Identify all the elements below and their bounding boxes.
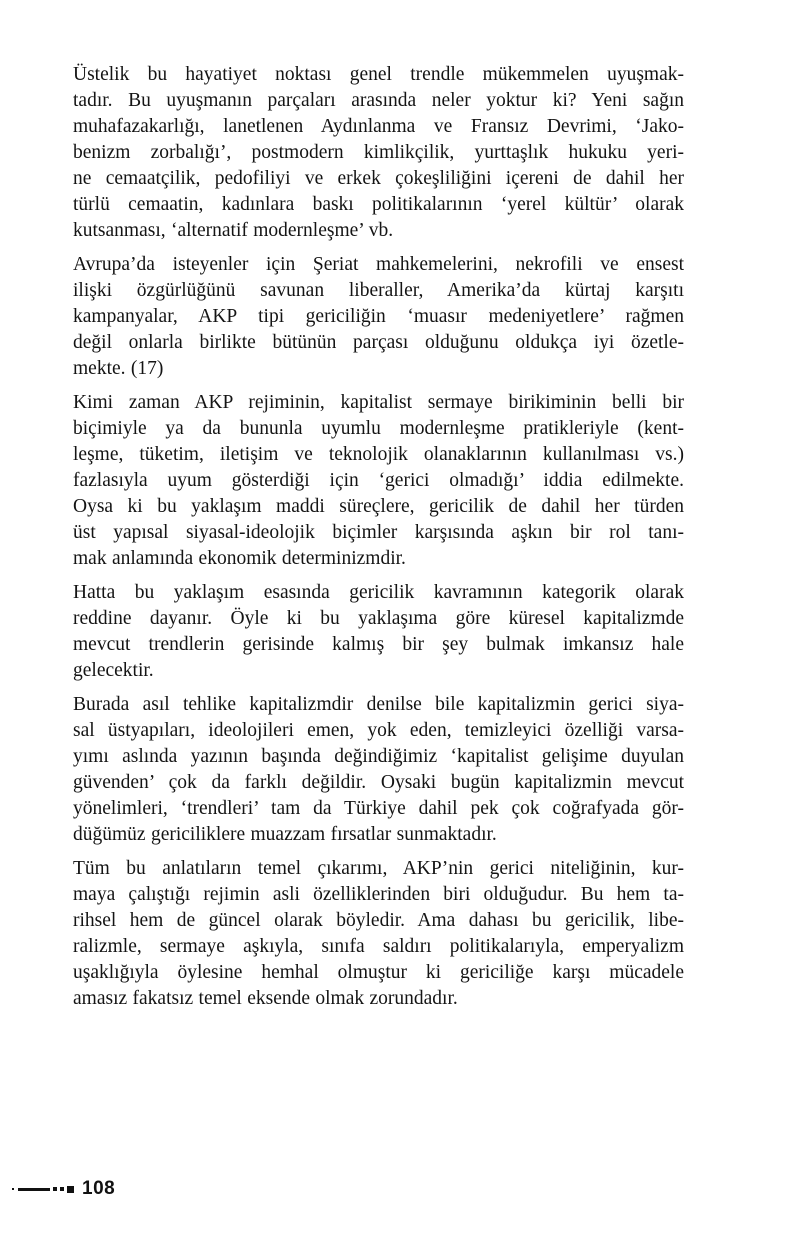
paragraph [73,692,684,848]
text-line: türlü cemaatin, kadınlara baskı politikalarının ‘yerel kültür’ olarak [73,194,684,215]
footer-ornament-dot-icon [12,1188,14,1190]
text-line: fazlasıyla uyum gösterdiği için ‘gerici olmadığı’ iddia edilmekte. [73,470,684,491]
text-line: Kimi zaman AKP rejiminin, kapitalist sermaye birikiminin belli bir [73,392,684,413]
page-footer [12,1179,115,1199]
text-line: güvenden’ çok da farklı değildir. Oysaki bugün kapitalizmin mevcut [73,772,684,793]
text-line: Hatta bu yaklaşım esasında gericilik kavramının kategorik olarak [73,582,684,603]
footer-ornament-small-square-icon [60,1187,64,1191]
text-line: yımı aslında yazının başında değindiğimiz ‘kapitalist gelişime duyulan [73,746,684,767]
text-line: ne cemaatçilik, pedofiliyi ve erkek çokeşliliğini içereni de dahil her [73,168,684,189]
text-line: değil onlarla birlikte bütünün parçası olduğunu oldukça iyi özetle- [73,332,684,353]
paragraph [73,390,684,572]
text-line: benizm zorbalığı’, postmodern kimlikçilik, yurttaşlık hukuku yeri- [73,142,684,163]
paragraph [73,252,684,382]
paragraph [73,580,684,684]
footer-ornament-large-square-icon [67,1186,74,1193]
text-line: maya çalıştığı rejimin asli özelliklerinden biri olduğudur. Bu hem ta- [73,884,684,905]
text-line: ilişki özgürlüğünü savunan liberaller, Amerika’da kürtaj karşıtı [73,280,684,301]
text-line: Oysa ki bu yaklaşım maddi süreçlere, gericilik de dahil her türden [73,496,684,517]
text-line: Avrupa’da isteyenler için Şeriat mahkemelerini, nekrofili ve ensest [73,254,684,275]
text-line: Üstelik bu hayatiyet noktası genel trendle mükemmelen uyuşmak- [73,64,684,85]
footer-ornament-line-icon [18,1188,50,1191]
text-line: kampanyalar, AKP tipi gericiliğin ‘muasır medeniyetlere’ rağmen [73,306,684,327]
page-number: 108 [82,1178,116,1199]
text-line: Tüm bu anlatıların temel çıkarımı, AKP’nin gerici niteliğinin, kur- [73,858,684,879]
paragraph [73,62,684,244]
text-line: reddine dayanır. Öyle ki bu yaklaşıma göre küresel kapitalizmde [73,608,684,629]
text-line: gelecektir. [73,660,154,681]
text-line: Burada asıl tehlike kapitalizmdir denilse bile kapitalizmin gerici siya- [73,694,684,715]
text-line: üst yapısal siyasal-ideolojik biçimler karşısında aşkın bir rol tanı- [73,522,684,543]
text-line: tadır. Bu uyuşmanın parçaları arasında neler yoktur ki? Yeni sağın [73,90,684,111]
text-line: leşme, tüketim, iletişim ve teknolojik olanaklarının kullanılması vs.) [73,444,684,465]
text-line: rihsel hem de güncel olarak böyledir. Ama dahası bu gericilik, libe- [73,910,684,931]
text-line: muhafazakarlığı, lanetlenen Aydınlanma ve Fransız Devrimi, ‘Jako- [73,116,684,137]
text-line: ralizmle, sermaye aşkıyla, sınıfa saldırı politikalarıyla, emperyalizm [73,936,684,957]
footer-ornament-small-square-icon [53,1187,57,1191]
text-line: mak anlamında ekonomik determinizmdir. [73,548,406,569]
text-line: biçimiyle ya da bununla uyumlu modernleşme pratikleriyle (kent- [73,418,684,439]
text-line: uşaklığıyla öylesine hemhal olmuştur ki gericiliğe karşı mücadele [73,962,684,983]
text-column [73,62,684,1020]
text-line: mekte. (17) [73,358,164,379]
text-line: sal üstyapıları, ideolojileri emen, yok eden, temizleyici özelliği varsa- [73,720,684,741]
text-line: mevcut trendlerin gerisinde kalmış bir şey bulmak imkansız hale [73,634,684,655]
paragraph [73,856,684,1012]
text-line: kutsanması, ‘alternatif modernleşme’ vb. [73,220,394,241]
text-line: düğümüz gericiliklere muazzam fırsatlar sunmaktadır. [73,824,497,845]
text-line: amasız fakatsız temel eksende olmak zorundadır. [73,988,458,1009]
text-line: yönelimleri, ‘trendleri’ tam da Türkiye dahil pek çok coğrafyada gör- [73,798,684,819]
